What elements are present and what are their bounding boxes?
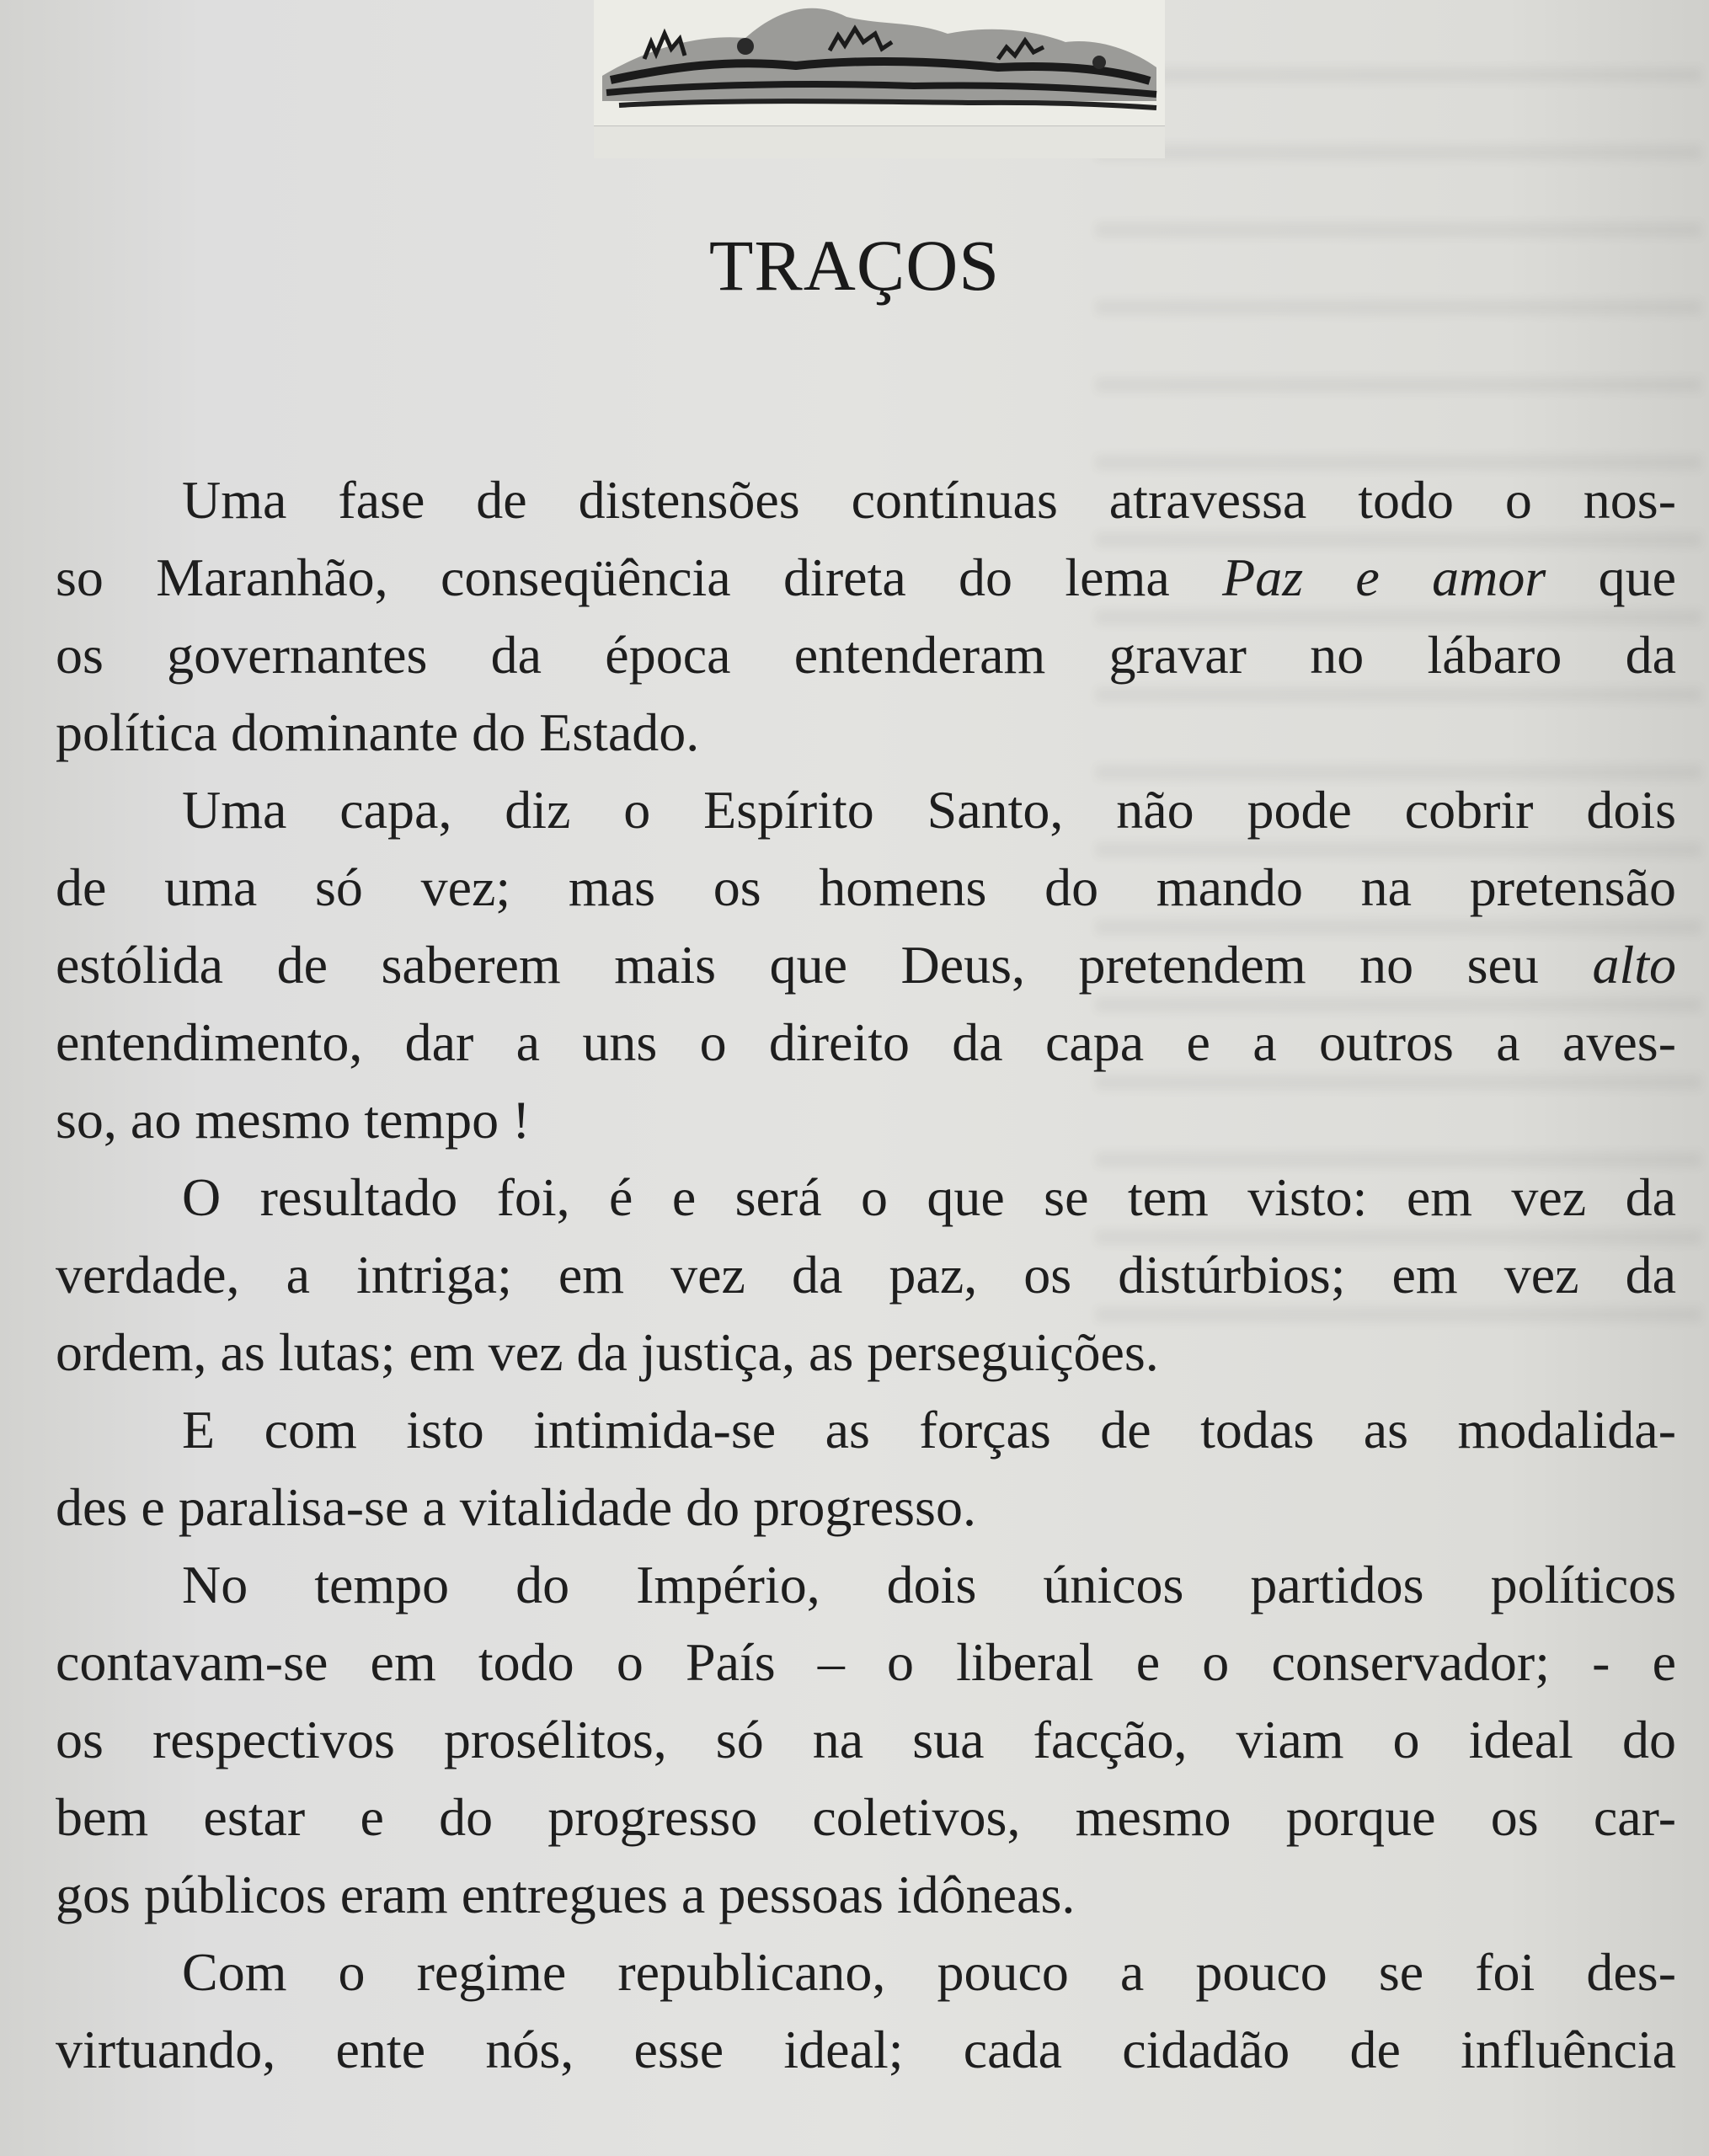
- text-line: No tempo do Império, dois únicos partidos políticos: [182, 1555, 1676, 1614]
- text-line: gos públicos eram entregues a pessoas idôneas.: [56, 1865, 1076, 1924]
- text-line: política dominante do Estado.: [56, 702, 700, 762]
- text-line: virtuando, ente nós, esse ideal; cada cidadão de influência: [56, 2020, 1676, 2079]
- italic-phrase: Paz e amor: [1222, 547, 1546, 607]
- paragraph-2: [56, 771, 1676, 1159]
- text-line: so, ao mesmo tempo !: [56, 1090, 531, 1150]
- text-fragment: que: [1546, 547, 1677, 607]
- chapter-body: [56, 462, 1676, 2089]
- text-line: os governantes da época entenderam gravar no lábaro da: [56, 625, 1676, 685]
- text-line: contavam-se em todo o País – o liberal e o conservador; - e: [56, 1632, 1676, 1692]
- text-line: verdade, a intriga; em vez da paz, os distúrbios; em vez da: [56, 1245, 1676, 1305]
- paragraph-6: [56, 1934, 1676, 2089]
- text-fragment: so Maranhão, conseqüência direta do lema: [56, 547, 1223, 607]
- text-line: os respectivos prosélitos, só na sua facção, viam o ideal do: [56, 1710, 1676, 1769]
- italic-word: alto: [1592, 935, 1676, 995]
- text-line: [56, 539, 1676, 616]
- decorative-vignette-illustration: [594, 0, 1165, 158]
- text-line: Uma capa, diz o Espírito Santo, não pode cobrir dois: [182, 780, 1676, 840]
- text-fragment: estólida de saberem mais que Deus, pretendem no seu: [56, 935, 1593, 995]
- text-line: Com o regime republicano, pouco a pouco se foi des-: [182, 1942, 1676, 2002]
- text-line: entendimento, dar a uns o direito da capa e a outros a aves-: [56, 1012, 1676, 1072]
- paragraph-1: [56, 462, 1676, 771]
- paragraph-4: [56, 1391, 1676, 1546]
- paragraph-5: [56, 1546, 1676, 1934]
- chapter-title: TRAÇOS: [708, 225, 1001, 306]
- text-line: bem estar e do progresso coletivos, mesmo porque os car-: [56, 1787, 1676, 1847]
- text-line: Uma fase de distensões contínuas atravessa todo o nos-: [182, 470, 1676, 530]
- text-line: de uma só vez; mas os homens do mando na pretensão: [56, 857, 1676, 917]
- text-line: ordem, as lutas; em vez da justiça, as perseguições.: [56, 1322, 1159, 1382]
- paragraph-3: [56, 1159, 1676, 1391]
- text-line: [56, 926, 1676, 1004]
- text-line: E com isto intimida-se as forças de todas as modalida-: [182, 1400, 1676, 1460]
- text-line: des e paralisa-se a vitalidade do progresso.: [56, 1477, 976, 1537]
- text-line: O resultado foi, é e será o que se tem visto: em vez da: [182, 1167, 1676, 1227]
